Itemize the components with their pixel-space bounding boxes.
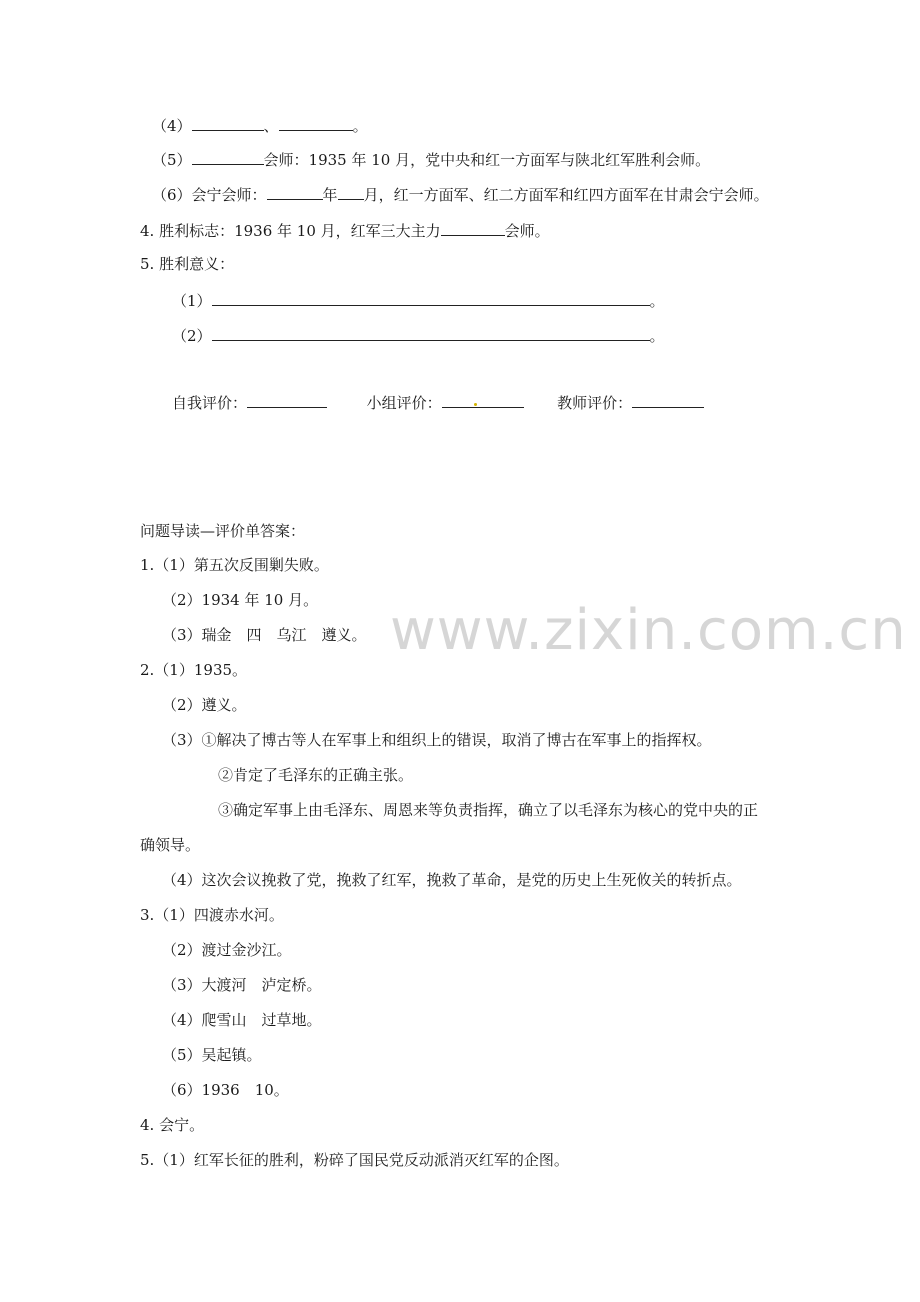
teacher-eval-label: 教师评价： xyxy=(557,394,633,412)
item-5: （5） 会师：1935 年 10 月，党中央和红一方面军与陕北红军胜利会师。 xyxy=(152,148,710,170)
answer-line: 5.（1）红军长征的胜利，粉碎了国民党反动派消灭红军的企图。 xyxy=(140,1151,569,1169)
answer-line: （4）爬雪山 过草地。 xyxy=(162,1011,322,1029)
answer-line: （5）吴起镇。 xyxy=(162,1046,262,1064)
item-4: （4） 、 。 xyxy=(152,114,368,136)
teacher-eval-blank[interactable] xyxy=(632,391,704,408)
answer-line: （3）大渡河 泸定桥。 xyxy=(162,976,322,994)
self-eval-blank[interactable] xyxy=(247,391,327,408)
answer-line: （2）1934 年 10 月。 xyxy=(162,591,319,609)
group-eval-label: 小组评价： xyxy=(366,394,442,412)
item-6: （6）会宁会师： 年 月，红一方面军、红二方面军和红四方面军在甘肃会宁会师。 xyxy=(152,183,769,205)
group-eval-blank[interactable] xyxy=(442,391,524,408)
answer-line: 确领导。 xyxy=(140,836,201,854)
answer-line: 1.（1）第五次反围剿失败。 xyxy=(140,556,329,574)
question-4: 4. 胜利标志：1936 年 10 月，红军三大主力 会师。 xyxy=(140,219,550,241)
answer-line: （3）瑞金 四 乌江 遵义。 xyxy=(162,626,367,644)
blank[interactable] xyxy=(441,219,505,236)
answers-title: 问题导读—评价单答案： xyxy=(140,522,306,540)
answer-line: ③确定军事上由毛泽东、周恩来等负责指挥，确立了以毛泽东为核心的党中央的正 xyxy=(218,801,759,819)
answer-line: （3）①解决了博古等人在军事上和组织上的错误，取消了博古在军事上的指挥权。 xyxy=(162,731,712,749)
blank[interactable] xyxy=(192,114,264,131)
watermark: www.zixin.com.cn xyxy=(390,598,907,663)
question-5-1: （1） 。 xyxy=(172,289,665,311)
answer-line: （2）遵义。 xyxy=(162,696,247,714)
answer-line: （2）渡过金沙江。 xyxy=(162,941,292,959)
answer-line: （6）1936 10。 xyxy=(162,1081,289,1099)
answer-line: （4）这次会议挽救了党，挽救了红军，挽救了革命，是党的历史上生死攸关的转折点。 xyxy=(162,871,742,889)
answer-line[interactable] xyxy=(212,324,650,341)
blank[interactable] xyxy=(338,183,364,200)
self-eval-label: 自我评价： xyxy=(172,394,248,412)
evaluation-row xyxy=(172,391,704,413)
blank[interactable] xyxy=(267,183,323,200)
answer-line: 3.（1）四渡赤水河。 xyxy=(140,906,284,924)
blank[interactable] xyxy=(192,148,264,165)
answer-line[interactable] xyxy=(212,289,650,306)
answer-line: 2.（1）1935。 xyxy=(140,661,248,679)
blank[interactable] xyxy=(279,114,353,131)
question-5-2: （2） 。 xyxy=(172,324,665,346)
question-5: 5. 胜利意义： xyxy=(140,255,235,273)
answer-line: 4. 会宁。 xyxy=(140,1116,205,1134)
answer-line: ②肯定了毛泽东的正确主张。 xyxy=(218,766,414,784)
